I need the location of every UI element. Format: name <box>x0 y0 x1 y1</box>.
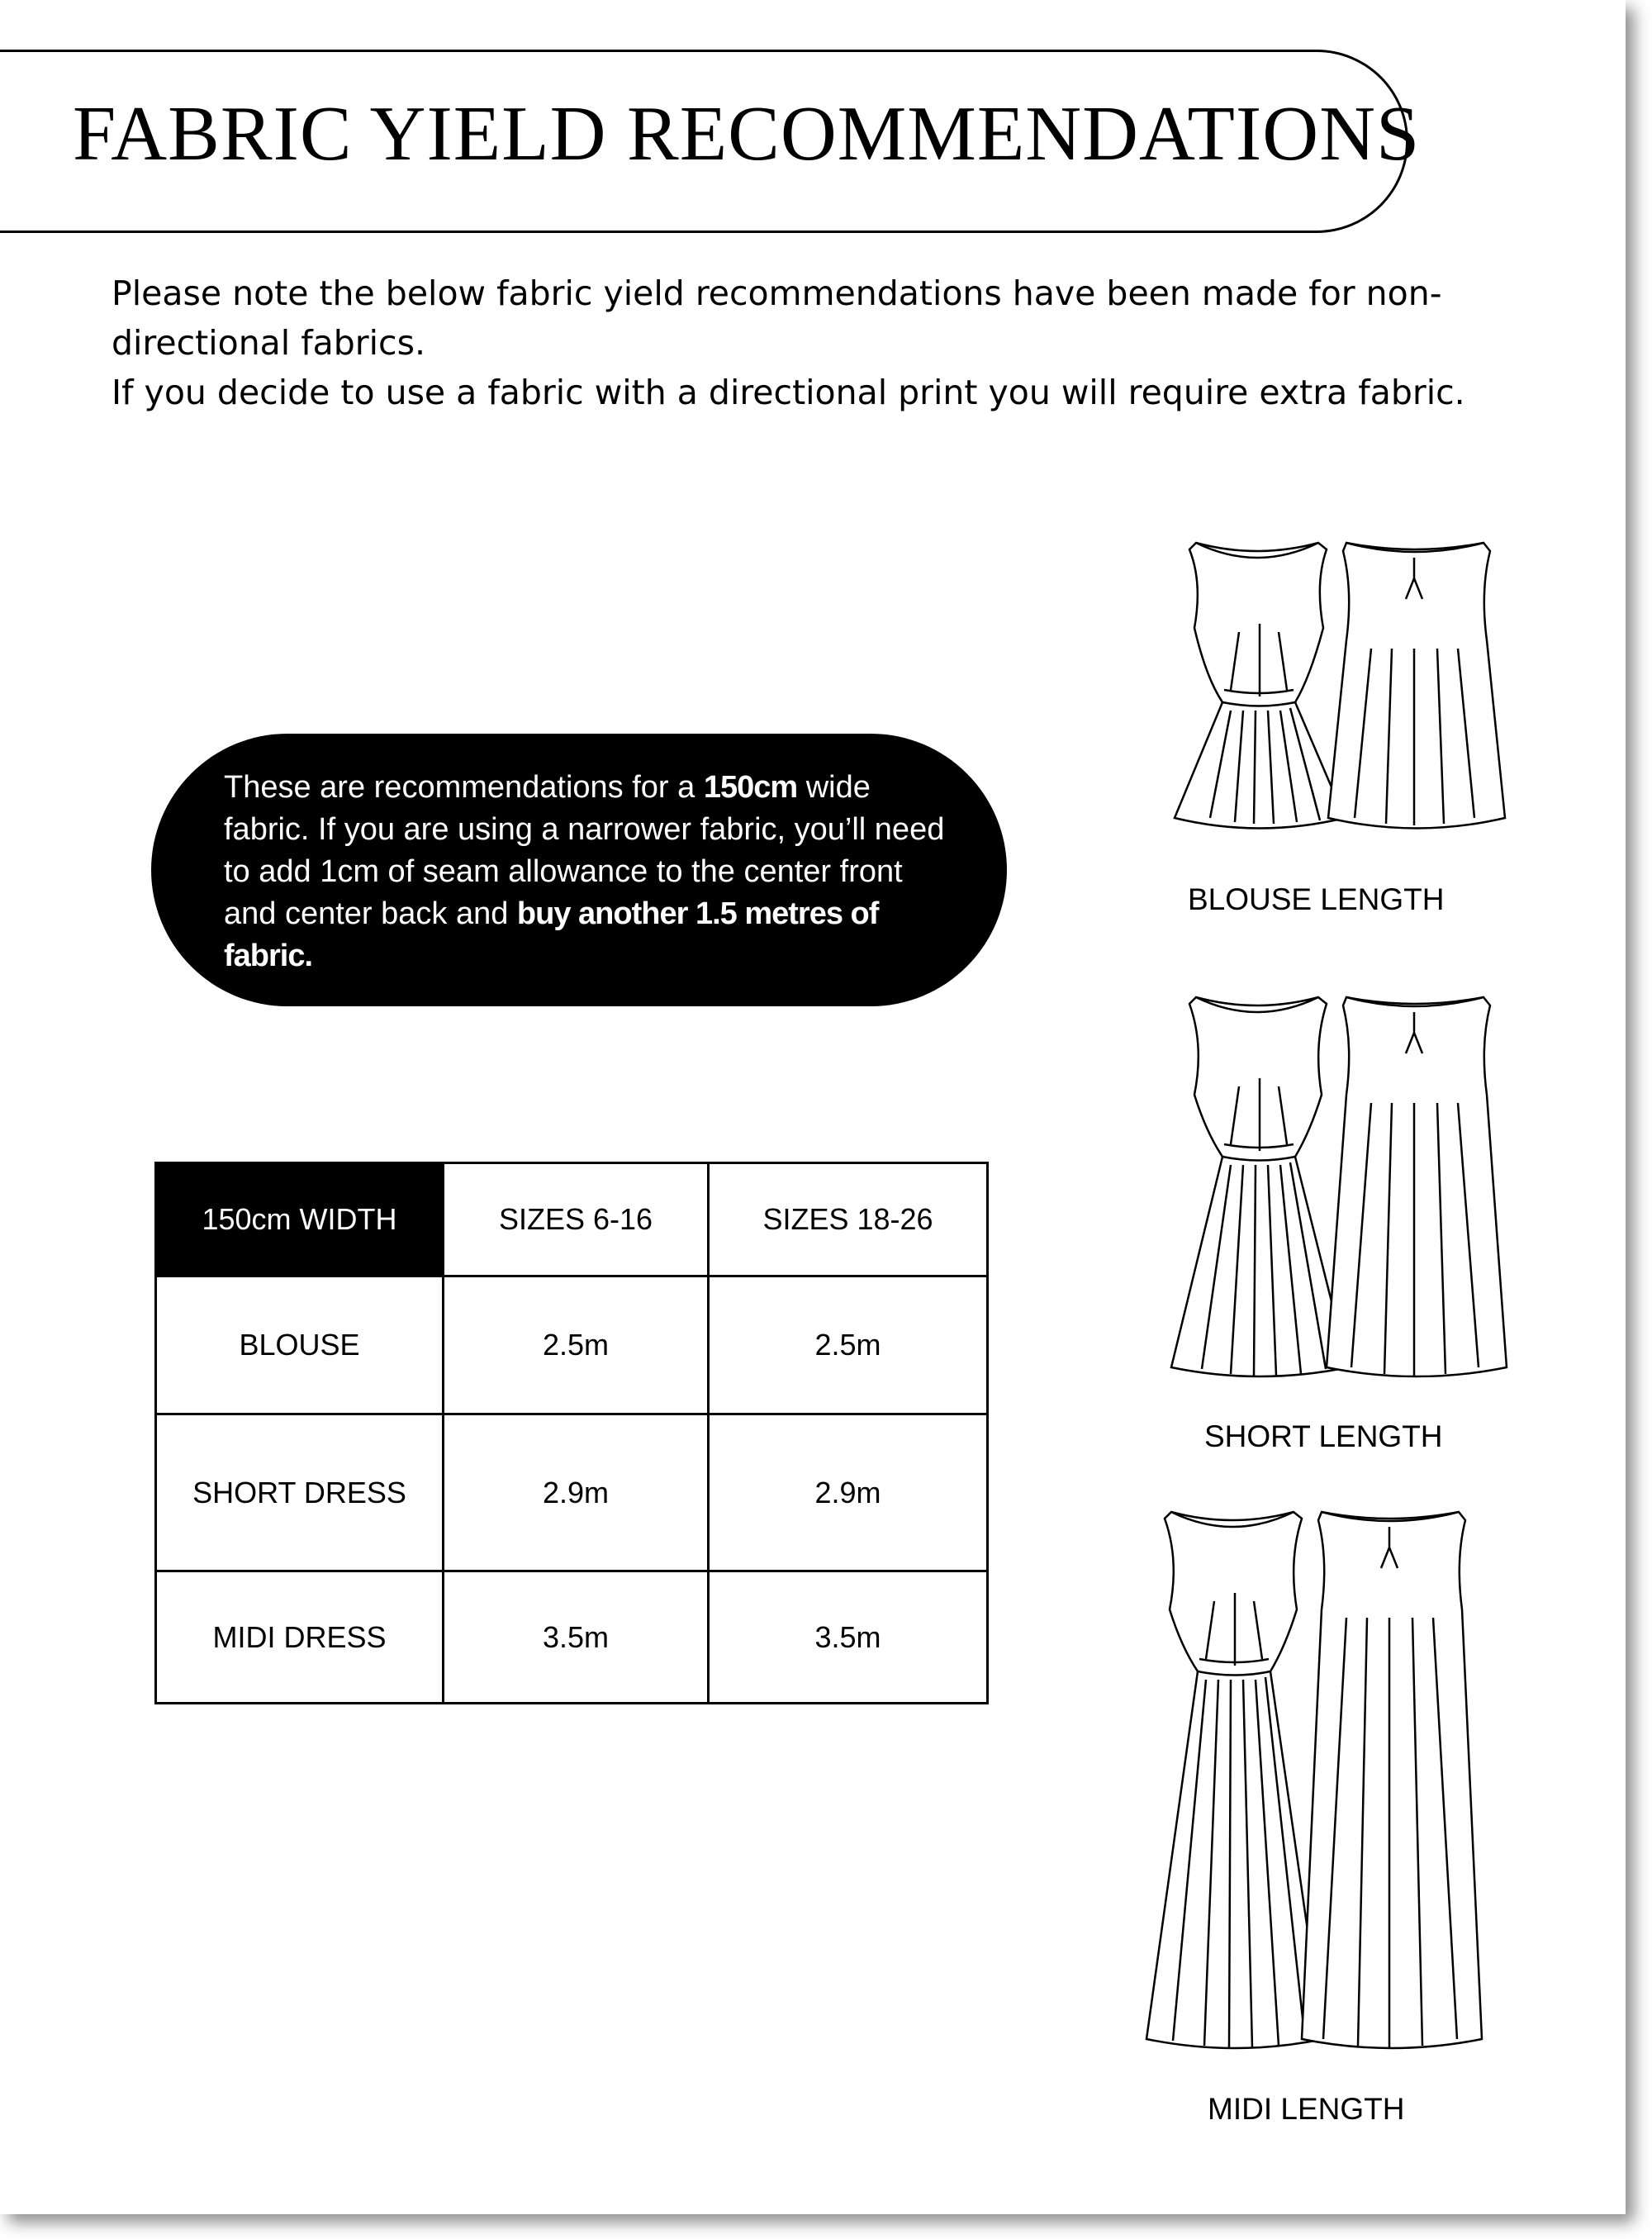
dress-back-sketch <box>1297 1502 1487 2056</box>
table-row <box>156 1414 988 1571</box>
table-row <box>156 1571 988 1704</box>
caption-short-length: SHORT LENGTH <box>1204 1419 1443 1453</box>
dress-back-sketch <box>1317 533 1516 830</box>
cell-short-18-26: 2.9m <box>709 1414 988 1571</box>
header-sizes-6-16: SIZES 6-16 <box>444 1163 709 1276</box>
fabric-yield-table <box>154 1162 989 1704</box>
cell-blouse-6-16: 2.5m <box>444 1276 709 1414</box>
note-bold-1: 150cm <box>703 770 798 805</box>
row-label-midi-dress: MIDI DRESS <box>156 1571 444 1704</box>
header-width: 150cm WIDTH <box>156 1163 444 1276</box>
intro-line-2: If you decide to use a fabric with a directional print you will require extra fabric. <box>112 373 1465 412</box>
note-text-2: wide fabric. If you are using a narrower fabric, you’ll need to add 1cm of seam allowance to the center front and center back and <box>224 770 945 931</box>
dress-front-back-icon <box>1161 533 1359 830</box>
row-label-short-dress: SHORT DRESS <box>156 1414 444 1571</box>
cell-midi-6-16: 3.5m <box>444 1571 709 1704</box>
note-text-1: These are recommendations for a <box>224 770 704 805</box>
header-sizes-18-26: SIZES 18-26 <box>709 1163 988 1276</box>
row-label-blouse: BLOUSE <box>156 1276 444 1414</box>
dress-front-back-icon <box>1140 1502 1330 2056</box>
cell-blouse-18-26: 2.5m <box>709 1276 988 1414</box>
fabric-width-note <box>151 734 1007 1006</box>
page-title: FABRIC YIELD RECOMMENDATIONS <box>73 91 1421 177</box>
cell-short-6-16: 2.9m <box>444 1414 709 1571</box>
caption-blouse-length: BLOUSE LENGTH <box>1188 882 1445 916</box>
caption-midi-length: MIDI LENGTH <box>1208 2092 1405 2126</box>
dress-front-back-icon <box>1165 987 1355 1380</box>
table-row <box>156 1276 988 1414</box>
intro-line-1: Please note the below fabric yield recommendations have been made for non-directional fabrics. <box>112 273 1442 363</box>
note-bold-2: buy another 1.5 metres of fabric. <box>224 896 879 973</box>
dress-back-sketch <box>1322 987 1512 1380</box>
intro-text <box>112 269 1474 417</box>
cell-midi-18-26: 3.5m <box>709 1571 988 1704</box>
table-header-row <box>156 1163 988 1276</box>
